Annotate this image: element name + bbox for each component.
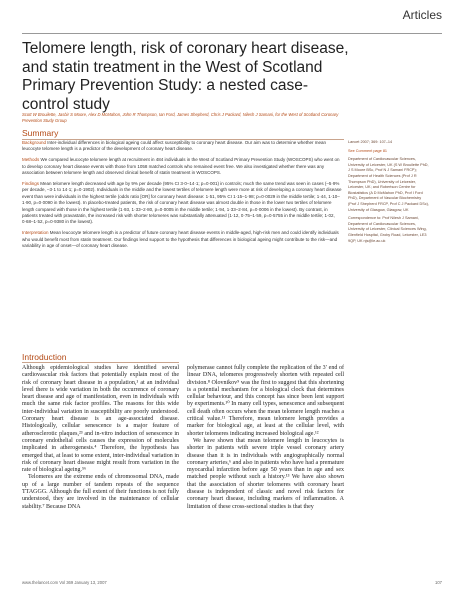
paragraph: polymerase cannot fully complete the replication of the 3′ end of linear DNA, telomeres progressively shorten with repeated cell division.⁸ Olovnikov⁹ was the first to suggest that this shortening is a potential mechanism for a biological clock that determines cellular behaviour, and this concept has since been lent support by experiments.¹⁰ In many cell types, senescence and subsequent cell death often occurs when the mean telomere length reaches a critical value.¹¹ Therefore, mean telomere length provides a marker for biological age, at least at the cellular level, with shorter telomeres indicating increased biological age.¹² — [187, 365, 344, 437]
abstract-background — [22, 140, 344, 153]
paragraph: Telomeres are the extreme ends of chromosomal DNA, made up of a large number of tandem repeats of the sequence TTAGGG. Although the full extent of their functions is not fully understood, they are involved in the maintenance of cellular stability.⁷ Because DNA — [22, 474, 179, 510]
abstract — [22, 140, 344, 254]
paragraph: Although epidemiological studies have identified several cardiovascular risk factors that potentially explain most of the risk of coronary heart disease in a population,¹ at an individual level there is wide variation in both the occurrence of coronary heart disease and age of manifestation, even in individuals with much the same risk factor profiles. The reasons for this wide inter-individual variation in susceptibility are poorly understood. Coronary heart disease is an age-associated disease. Histologically, cellular senescence is a major feature of atherosclerotic plaques,²³ and in-vitro induction of senescence in coronary endothelial cells causes the expression of molecules implicated in atherogenesis.⁴ Therefore, the hypothesis has emerged that, at least to some extent, inter-individual variation in risk of coronary heart disease might result from variation in the rate of biological ageing.⁵⁶ — [22, 365, 179, 474]
methods-text: We compared leucocyte telomere length at recruitment in 484 individuals in the West of Scotland Primary Prevention Study (WOSCOPS) who went on to develop coronary heart disease events with those from 1058 matched controls who remained event free. We also investigated whether there was any association between telomere length and observed clinical benefit of statin treatment in WOSCOPS. — [22, 157, 340, 176]
abstract-findings — [22, 181, 344, 226]
section-label: Articles — [402, 8, 442, 22]
abstract-interpretation — [22, 230, 344, 249]
body-column-1 — [22, 365, 179, 511]
citation: Lancet 2007; 369: 107–14 — [348, 140, 393, 144]
introduction-heading: Introduction — [22, 352, 67, 362]
interpretation-label: Interpretation — [22, 230, 49, 236]
findings-label: Findings — [22, 181, 40, 187]
background-label: Background — [22, 140, 47, 145]
author-list: Scott W Brouilette, Jasbir S Moore, Alex D McMahon, John R Thompson, Ian Ford, James Shepherd, Chris J Packard, Nilesh J Samani, for the West of Scotland Coronary Prevention Study Group — [22, 112, 339, 123]
see-comment-link[interactable]: See Comment page 81 — [348, 148, 388, 153]
header-rule — [22, 33, 442, 34]
methods-label: Methods — [22, 157, 40, 163]
introduction-rule — [22, 362, 179, 363]
affiliations: Department of Cardiovascular Sciences, University of Leicester, UK (S W Brouilette PhD, J S Moore BSc, Prof N J Samani FRCP); Department of Health Sciences (Prof J R Thompson PhD), University of Leicester, Leicester, UK; and Robertson Centre for Biostatistics (A D McMahon PhD, Prof I Ford PhD), Department of Vascular Biochemistry (Prof J Shepherd FRCP, Prof C J Packard DSc), University of Glasgow, Glasgow, UK — [348, 157, 429, 212]
summary-heading: Summary — [22, 128, 59, 138]
page-footer — [22, 580, 442, 590]
journal-header — [0, 0, 464, 22]
abstract-methods — [22, 157, 344, 176]
journal-issue: www.thelancet.com Vol 369 January 13, 2007 — [22, 580, 107, 585]
correspondence: Correspondence to: Prof Nilesh J Samani, Department of Cardiovascular Sciences, University of Leicester, Clinical Sciences Wing, Glenfield Hospital, Groby Road, Leicester, LE3 9QP, UK njs@le.ac.uk — [348, 216, 427, 243]
paragraph: We have shown that mean telomere length in leucocytes is shorter in patients with severe triple vessel coronary artery disease than it is in individuals with angiographically normal coronary arteries,⁶ and also in patients who have had a premature myocardial infarction before age 50 years than in age and sex matched people without such a history.¹³ We have also shown that the association of shorter telomeres with coronary heart disease is independent of classic and novel risk factors for coronary heart disease, including markers of inflammation. A limitation of these cross-sectional studies is that they — [187, 437, 344, 510]
sidebar — [348, 140, 430, 247]
background-text: Inter-individual differences in biological ageing could affect susceptibility to coronary heart disease. Our aim was to determine whether mean leucocyte telomere length is a predictor of the development of coronary heart disease. — [22, 140, 327, 152]
interpretation-text: Mean leucocyte telomere length is a predictor of future coronary heart disease events in middle-aged, high-risk men and could identify individuals who would benefit most from statin treatment. Our findings lend support to the hypothesis that differences in biological ageing might contribute to the risk—and variability in age of onset—of coronary heart disease. — [22, 230, 339, 249]
body-column-2 — [187, 365, 344, 511]
findings-text: Mean telomere length decreased with age by 9% per decade (95% CI 3·0–14·1; p=0·001) in controls; much the same trend was seen in cases (–5·9% per decade, –3·1 to 14·1; p=0·1902). Individuals in the middle and the lowest tertiles of telomere length were more at risk of developing a coronary heart disease event than were individuals in the highest tertile (odds ratio [OR] for coronary heart disease: 1·51, 95% CI 1·15–1·98; p=0·0029 in the middle tertile; 1·44, 1·10–1·90, p=0·0090 in the lowest). In placebo-treated patients, the risk of coronary heart disease was almost double in those in the lower two tertiles of telomere length compared with those in the highest tertile (1·93, 1·33–2·80, p=0·0005 in the middle tertile; 1·94, 1·33–2·84, p=0·0006 in the lowest). By contrast, in patients treated with pravastatin, the increased risk with shorter telomeres was substantially attenuated (1·12, 0·75–1·59, p=0·5755 in the middle tertile; 1·02, 0·68–1·52, p=0·9380 in the lowest). — [22, 181, 342, 225]
page-number: 107 — [435, 580, 442, 585]
article-title: Telomere length, risk of coronary heart disease, and statin treatment in the West of Scotland Primary Prevention Study: a nested case-control study — [22, 40, 349, 113]
